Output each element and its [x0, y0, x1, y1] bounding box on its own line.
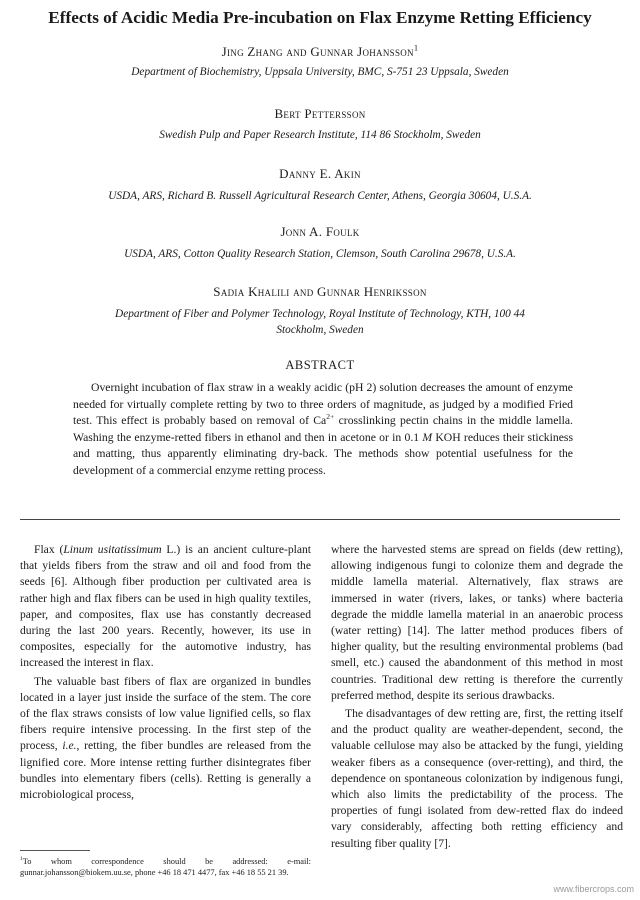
affiliation-4: USDA, ARS, Cotton Quality Research Station, Clemson, South Carolina 29678, U.S.A. [124, 248, 516, 260]
affiliation-5-line-2: Stockholm, Sweden [276, 324, 364, 336]
affiliation-5-line-1: Department of Fiber and Polymer Technology, Royal Institute of Technology, KTH, 100 44 [115, 308, 525, 320]
abstract-text: Overnight incubation of flax straw in a weakly acidic (pH 2) solution decreases the amount of enzyme needed for virtually complete retting by two to three orders of magnitude, as judged by a modified Fried test. This effect is probably based on removal of $Ca^{2+}$ crosslinking pectin chains in the middle lamella. Washing the enzyme-retted fibers in ethanol and then in acetone or in 0.1 M KOH reduces their stickiness and matting, thus apparently eliminating dry-back. The methods show potential usefulness for the development of a commercial enzyme retting process. [73, 381, 573, 477]
affiliation-2: Swedish Pulp and Paper Research Institute, 114 86 Stockholm, Sweden [159, 129, 481, 141]
author-line-1: Jing Zhang and Gunnar Johansson$^1$ [221, 42, 419, 59]
affiliation-3: USDA, ARS, Richard B. Russell Agricultural Research Center, Athens, Georgia 30604, U.S.A. [108, 190, 532, 202]
right-paragraph-2: The disadvantages of dew retting are, first, the retting itself and the product quality are weather-dependent, second, the valuable cellulose may also be attacked by the fungi, yielding weaker fibers as a consequence (over-retting), and third, the dependence on spontaneous colonization by indigenous fungi, which also limits the predictability of the process. The properties of fungi isolated from dew-retted flax do indeed vary considerably, affecting both retting efficiency and resulting fiber quality [7]. [331, 707, 623, 850]
abstract-heading: ABSTRACT [285, 358, 355, 372]
left-paragraph-2: The valuable bast fibers of flax are organized in bundles located in a layer just inside the surface of the stem. The core of the flax straws consists of low value lignified cells, so flax fibers require intensive processing. In the first step of the process, i.e., retting, the fiber bundles are released from the lignified core. More intense retting further disintegrates fiber bundles into elementary fibers (cells). Retting is generally a microbiological process, [20, 674, 311, 802]
paper-title: Effects of Acidic Media Pre-incubation on Flax Enzyme Retting Efficiency [48, 8, 592, 27]
right-paragraph-1: where the harvested stems are spread on fields (dew retting), allowing indigenous fungi to colonize them and degrade the middle lamella material. Alternatively, flax straws are immersed in water (rivers, lakes, or tanks) where bacteria degrade the middle lamella material in an anaerobic process (water retting) [14]. The latter method produces fibers of higher quality, but the resulting environmental problems (bad smell, etc.) caused the abandonment of this method in most countries. Traditional dew retting is therefore the currently preferred method, despite its serious drawbacks. [331, 543, 623, 702]
footnote: $^1$To whom correspondence should be addressed: e-mail: gunnar.johansson@biokem.uu.se, phone +46 18 471 4477, fax +46 18 55 21 39. [20, 856, 311, 877]
left-paragraph-1: Flax (Linum usitatissimum L.) is an ancient culture-plant that yields fibers from the straw and oil and food from the seeds [6]. Although fiber production per cultivated area is rather high and flax fibers can be used in high quality textiles, paper, and composites, flax use has constantly decreased during the last 200 years. Recently, however, its use in composites, especially for the automotive industry, has increased the interest in flax. [20, 543, 312, 670]
author-line-4: Jonn A. Foulk [280, 224, 360, 239]
left-column [20, 542, 311, 805]
affiliation-1: Department of Biochemistry, Uppsala University, BMC, S-751 23 Uppsala, Sweden [131, 66, 509, 78]
right-column [331, 542, 623, 854]
author-line-2: Bert Pettersson [274, 106, 366, 121]
section-divider [20, 519, 620, 520]
watermark: www.fibercrops.com [553, 884, 634, 894]
author-line-5: Sadia Khalili and Gunnar Henriksson [213, 284, 427, 299]
footnote-divider [20, 850, 90, 851]
author-line-3: Danny E. Akin [279, 166, 361, 181]
